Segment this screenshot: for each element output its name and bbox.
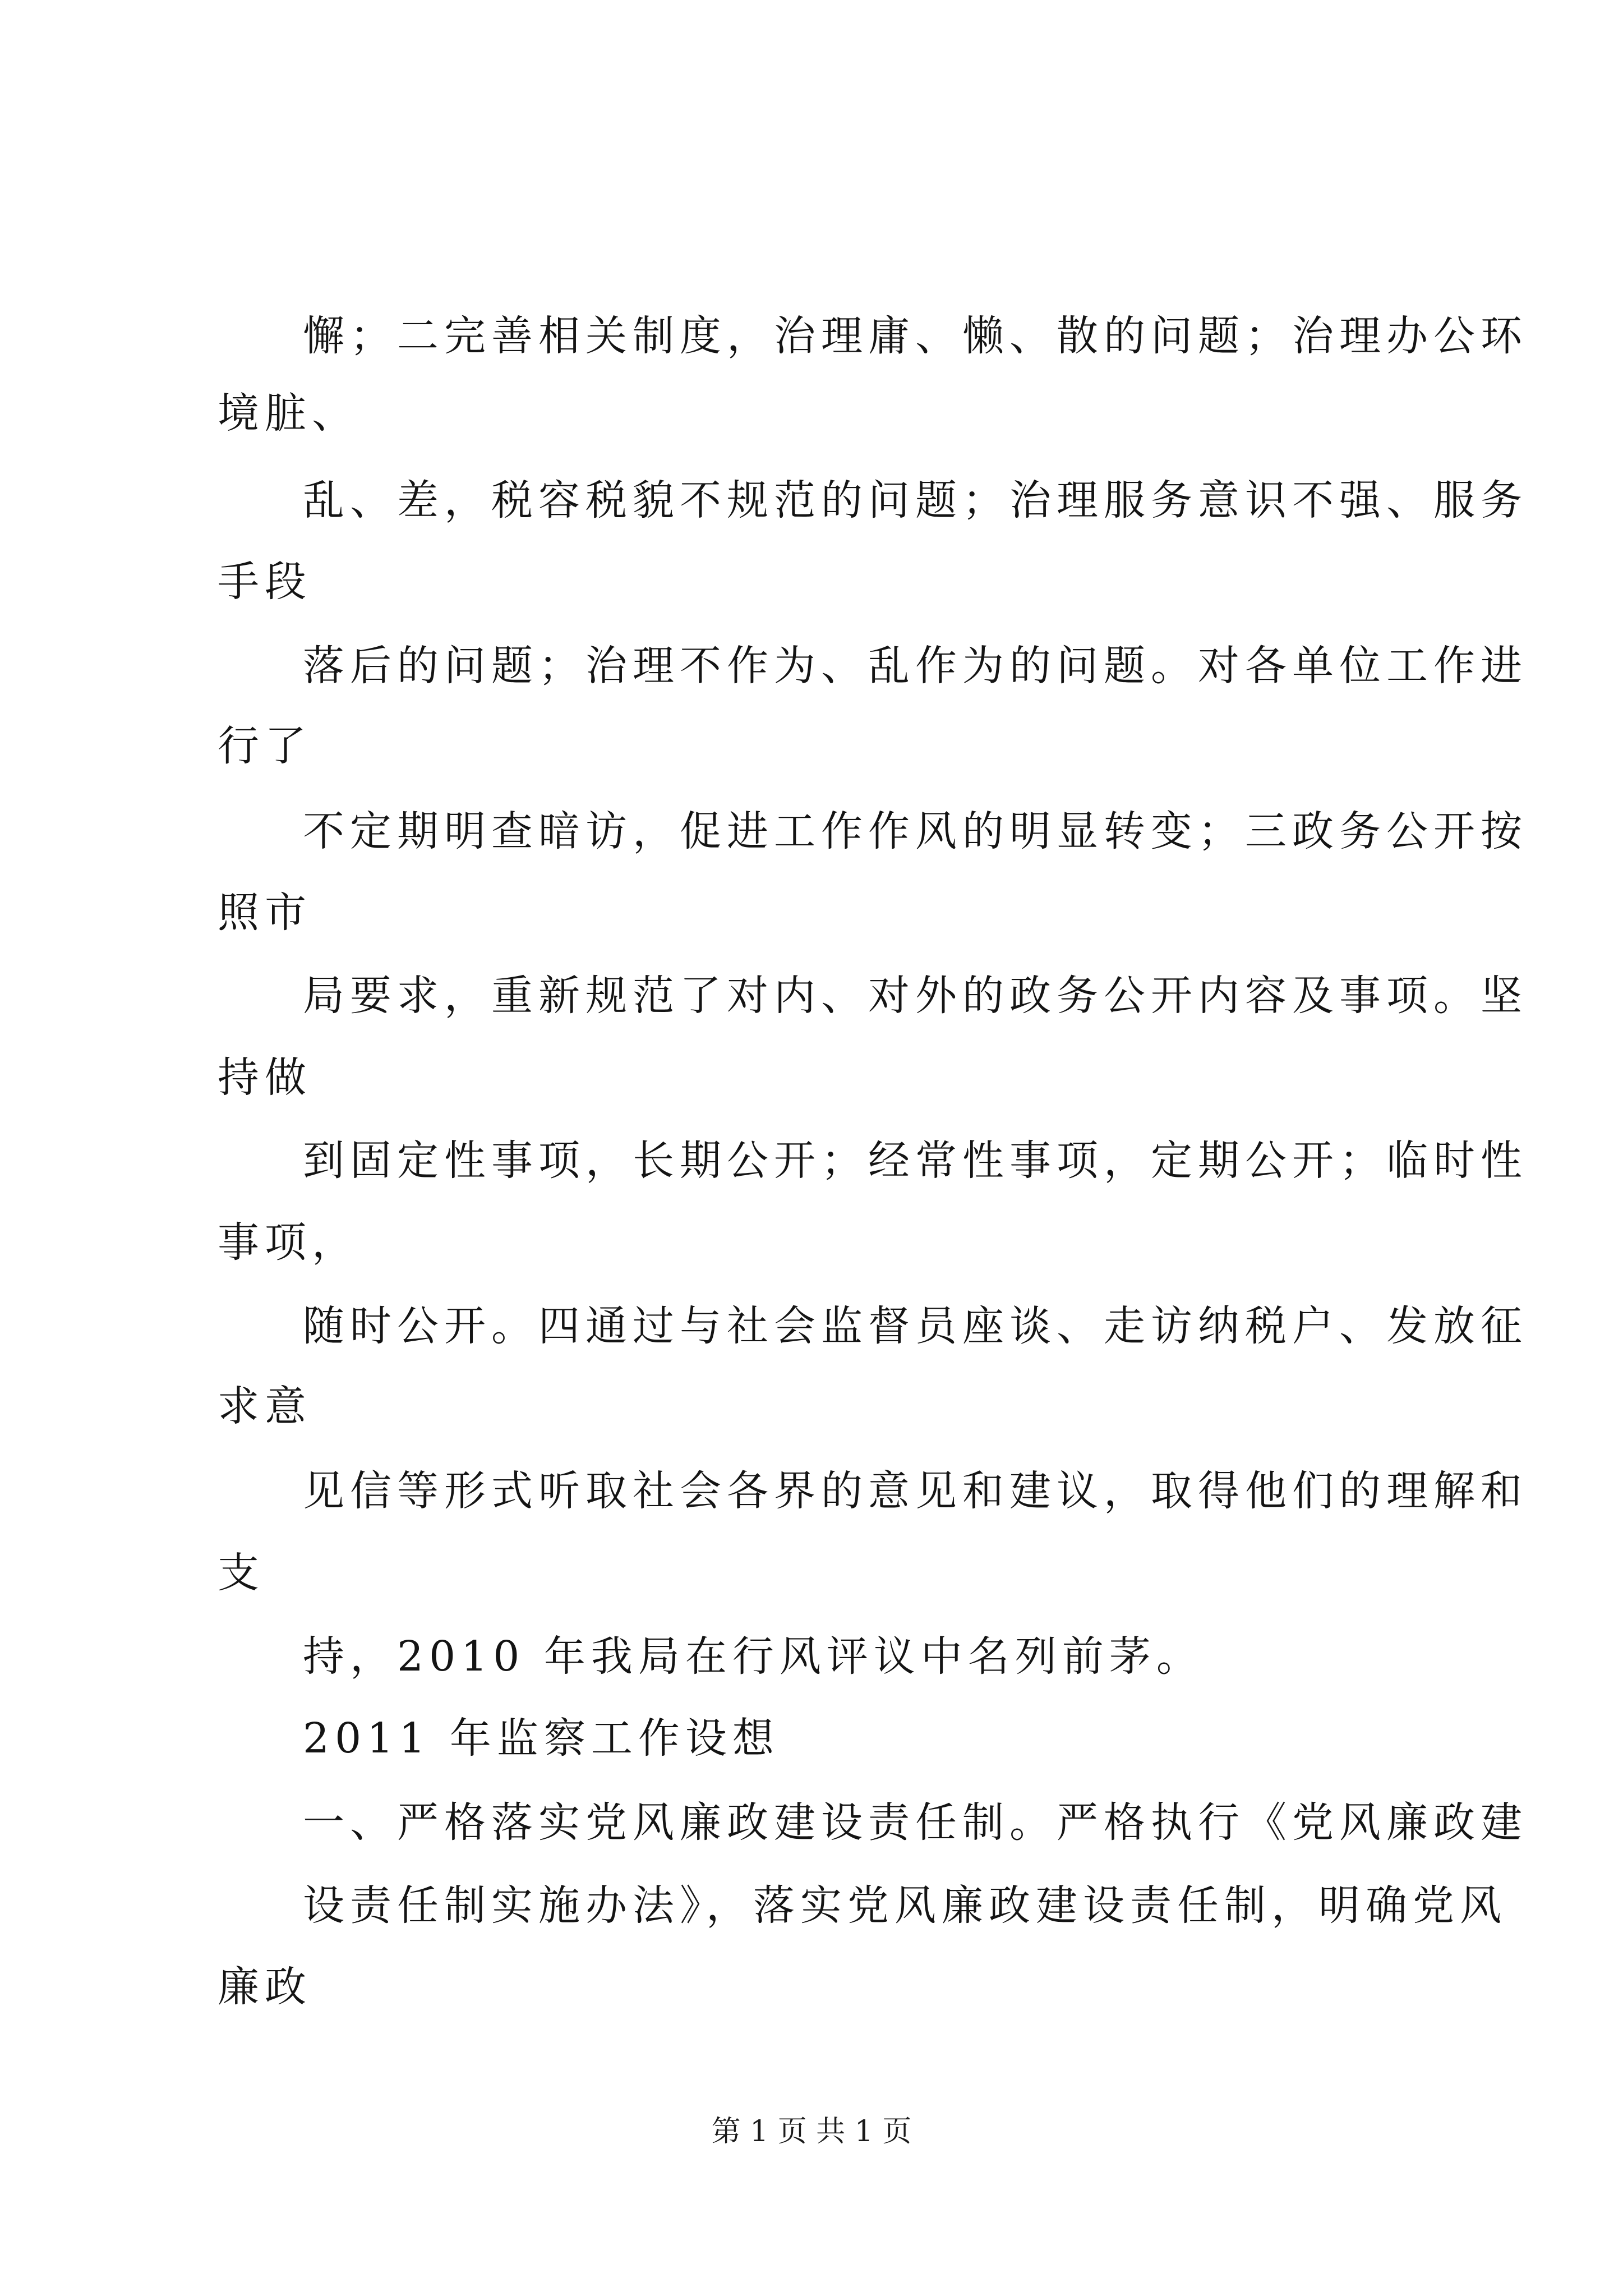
- body-line-11: 到固定性事项，长期公开；经常性事项，定期公开；临时性: [303, 1137, 1528, 1185]
- body-line-7: 不定期明查暗访，促进工作作风的明显转变；三政务公开按: [303, 807, 1528, 855]
- body-line-19: 一、严格落实党风廉政建设责任制。严格执行《党风廉政建: [303, 1798, 1528, 1847]
- body-line-2: 境脏、: [218, 389, 359, 438]
- body-line-21: 廉政: [218, 1963, 312, 2011]
- body-line-12: 事项，: [218, 1218, 359, 1267]
- body-line-10: 持做: [218, 1053, 312, 1102]
- body-line-4: 手段: [218, 558, 312, 606]
- body-line-13: 随时公开。四通过与社会监督员座谈、走访纳税户、发放征: [303, 1302, 1528, 1350]
- body-line-5: 落后的问题；治理不作为、乱作为的问题。对各单位工作进: [303, 642, 1528, 690]
- body-line-3: 乱、差，税容税貌不规范的问题；治理服务意识不强、服务: [303, 476, 1528, 524]
- body-line-9: 局要求，重新规范了对内、对外的政务公开内容及事项。坚: [303, 972, 1528, 1020]
- body-line-15: 见信等形式听取社会各界的意见和建议，取得他们的理解和: [303, 1467, 1528, 1515]
- body-line-17: 持，2010 年我局在行风评议中名列前茅。: [303, 1632, 1204, 1681]
- body-line-1: 懈；二完善相关制度，治理庸、懒、散的问题；治理办公环: [303, 312, 1528, 360]
- body-line-16: 支: [218, 1549, 265, 1597]
- body-line-14: 求意: [218, 1382, 312, 1430]
- page-footer: 第 1 页 共 1 页: [711, 2115, 912, 2148]
- body-line-8: 照市: [218, 889, 312, 937]
- body-line-6: 行了: [218, 722, 312, 770]
- section-heading: 2011 年监察工作设想: [303, 1714, 780, 1763]
- body-line-20: 设责任制实施办法》，落实党风廉政建设责任制，明确党风: [303, 1881, 1507, 1930]
